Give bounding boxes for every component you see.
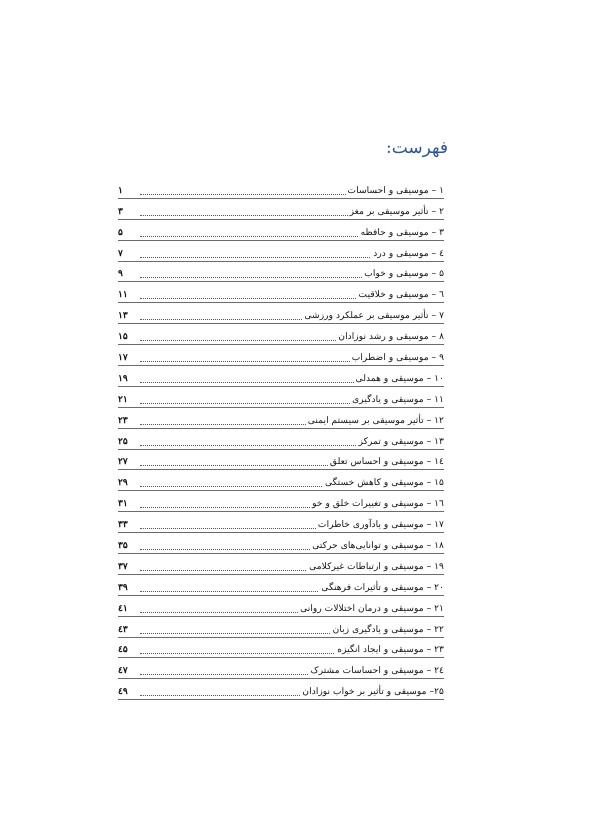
toc-page-number: ۳۵ bbox=[118, 540, 128, 552]
toc-entry[interactable] bbox=[118, 387, 444, 408]
toc-entry[interactable] bbox=[118, 429, 444, 450]
toc-entry-label: ۵ – موسیقی و خواب bbox=[364, 268, 444, 280]
toc-entry-label: ۱۸ – موسیقی و توانایی‌های حرکتی bbox=[312, 540, 444, 552]
toc-entry[interactable] bbox=[118, 533, 444, 554]
toc-entry-label: ۳ – موسیقی و حافظه bbox=[360, 226, 444, 238]
toc-entry[interactable] bbox=[118, 220, 444, 241]
toc-entry[interactable] bbox=[118, 470, 444, 491]
toc-entry-label: ۲۵– موسیقی و تأثیر بر خواب نوزادان bbox=[302, 686, 444, 698]
toc-entry-label: ۱۱ – موسیقی و یادگیری bbox=[352, 393, 444, 405]
toc-entry[interactable] bbox=[118, 596, 444, 617]
toc-entry-label: ۱۰ – موسیقی و همدلی bbox=[355, 372, 444, 384]
toc-entry[interactable] bbox=[118, 241, 444, 262]
toc-title: فهرست: bbox=[385, 138, 448, 158]
toc-page-number: ۱۳ bbox=[118, 310, 128, 322]
toc-entry[interactable] bbox=[118, 638, 444, 659]
toc-entry-label: ۲۰ – موسیقی و تأثیرات فرهنگی bbox=[321, 581, 444, 593]
toc-entry-label: ۱۲ – تأثیر موسیقی بر سیستم ایمنی bbox=[307, 414, 444, 426]
toc-entry[interactable] bbox=[118, 512, 444, 533]
toc-entry-label: ٦ – موسیقی و خلاقیت bbox=[358, 289, 444, 301]
toc-page-number: ۲۹ bbox=[118, 477, 128, 489]
toc-entry[interactable] bbox=[118, 679, 444, 700]
toc-entry-label: ۱۵ – موسیقی و کاهش خستگی bbox=[324, 477, 444, 489]
toc-entry[interactable] bbox=[118, 324, 444, 345]
toc-page-number: ٤۹ bbox=[118, 686, 128, 698]
toc-page-number: ۱۵ bbox=[118, 331, 128, 343]
toc-page-number: ۲۵ bbox=[118, 435, 128, 447]
toc-page-number: ۷ bbox=[118, 247, 123, 259]
toc-entry[interactable] bbox=[118, 575, 444, 596]
toc-entry-label: ۷ – تأثیر موسیقی بر عملکرد ورزشی bbox=[304, 310, 444, 322]
toc-entry[interactable] bbox=[118, 617, 444, 638]
toc-page-number: ۲۷ bbox=[118, 456, 128, 468]
toc-page-number: ٤۵ bbox=[118, 644, 128, 656]
toc-entry[interactable] bbox=[118, 262, 444, 283]
toc-entry[interactable] bbox=[118, 199, 444, 220]
toc-entry[interactable] bbox=[118, 303, 444, 324]
toc-entry-label: ٤ – موسیقی و درد bbox=[373, 247, 444, 259]
toc-page-number: ۱ bbox=[118, 184, 123, 196]
table-of-contents bbox=[118, 178, 444, 700]
toc-page-number: ۳۷ bbox=[118, 560, 128, 572]
toc-entry[interactable] bbox=[118, 554, 444, 575]
toc-entry[interactable] bbox=[118, 408, 444, 429]
toc-page-number: ۵ bbox=[118, 226, 123, 238]
toc-page-number: ۳۱ bbox=[118, 498, 128, 510]
toc-page-number: ۲۳ bbox=[118, 414, 128, 426]
toc-entry-label: ۲٤ – موسیقی و احساسات مشترک bbox=[310, 665, 444, 677]
toc-entry[interactable] bbox=[118, 366, 444, 387]
toc-entry[interactable] bbox=[118, 178, 444, 199]
toc-page-number: ۱۷ bbox=[118, 352, 128, 364]
toc-entry-label: ۱٦ – موسیقی و تغییرات خلق و خو bbox=[312, 498, 444, 510]
toc-page-number: ۳۹ bbox=[118, 581, 128, 593]
toc-entry-label: ۱۹ – موسیقی و ارتباطات غیرکلامی bbox=[309, 560, 444, 572]
toc-entry-label: ۱ – موسیقی و احساسات bbox=[347, 184, 444, 196]
toc-entry-label: ۹ – موسیقی و اضطراب bbox=[351, 352, 444, 364]
toc-page-number: ۱۹ bbox=[118, 372, 128, 384]
toc-page-number: ۲۱ bbox=[118, 393, 128, 405]
toc-page-number: ٤۳ bbox=[118, 623, 128, 635]
toc-page-number: ٤۱ bbox=[118, 602, 128, 614]
toc-entry-label: ۸ – موسیقی و رشد نوزادان bbox=[338, 331, 444, 343]
toc-entry-label: ۲ – تأثیر موسیقی بر مغز bbox=[349, 205, 444, 217]
toc-page-number: ۱۱ bbox=[118, 289, 128, 301]
toc-entry[interactable] bbox=[118, 282, 444, 303]
toc-entry[interactable] bbox=[118, 491, 444, 512]
toc-entry[interactable] bbox=[118, 450, 444, 471]
toc-entry-label: ۱۳ – موسیقی و تمرکز bbox=[358, 435, 444, 447]
toc-page-number: ۳۳ bbox=[118, 519, 128, 531]
toc-entry-label: ۱٤ – موسیقی و احساس تعلق bbox=[329, 456, 444, 468]
toc-page-number: ٤۷ bbox=[118, 665, 128, 677]
toc-page-number: ۹ bbox=[118, 268, 123, 280]
toc-entry-label: ۲۱ – موسیقی و درمان اختلالات روانی bbox=[300, 602, 444, 614]
toc-page-number: ۳ bbox=[118, 205, 123, 217]
toc-entry[interactable] bbox=[118, 345, 444, 366]
toc-entry-label: ۲۲ – موسیقی و یادگیری زبان bbox=[332, 623, 444, 635]
toc-entry-label: ۲۳ – موسیقی و ایجاد انگیزه bbox=[337, 644, 444, 656]
toc-entry[interactable] bbox=[118, 658, 444, 679]
toc-entry-label: ۱۷ – موسیقی و یادآوری خاطرات bbox=[317, 519, 444, 531]
